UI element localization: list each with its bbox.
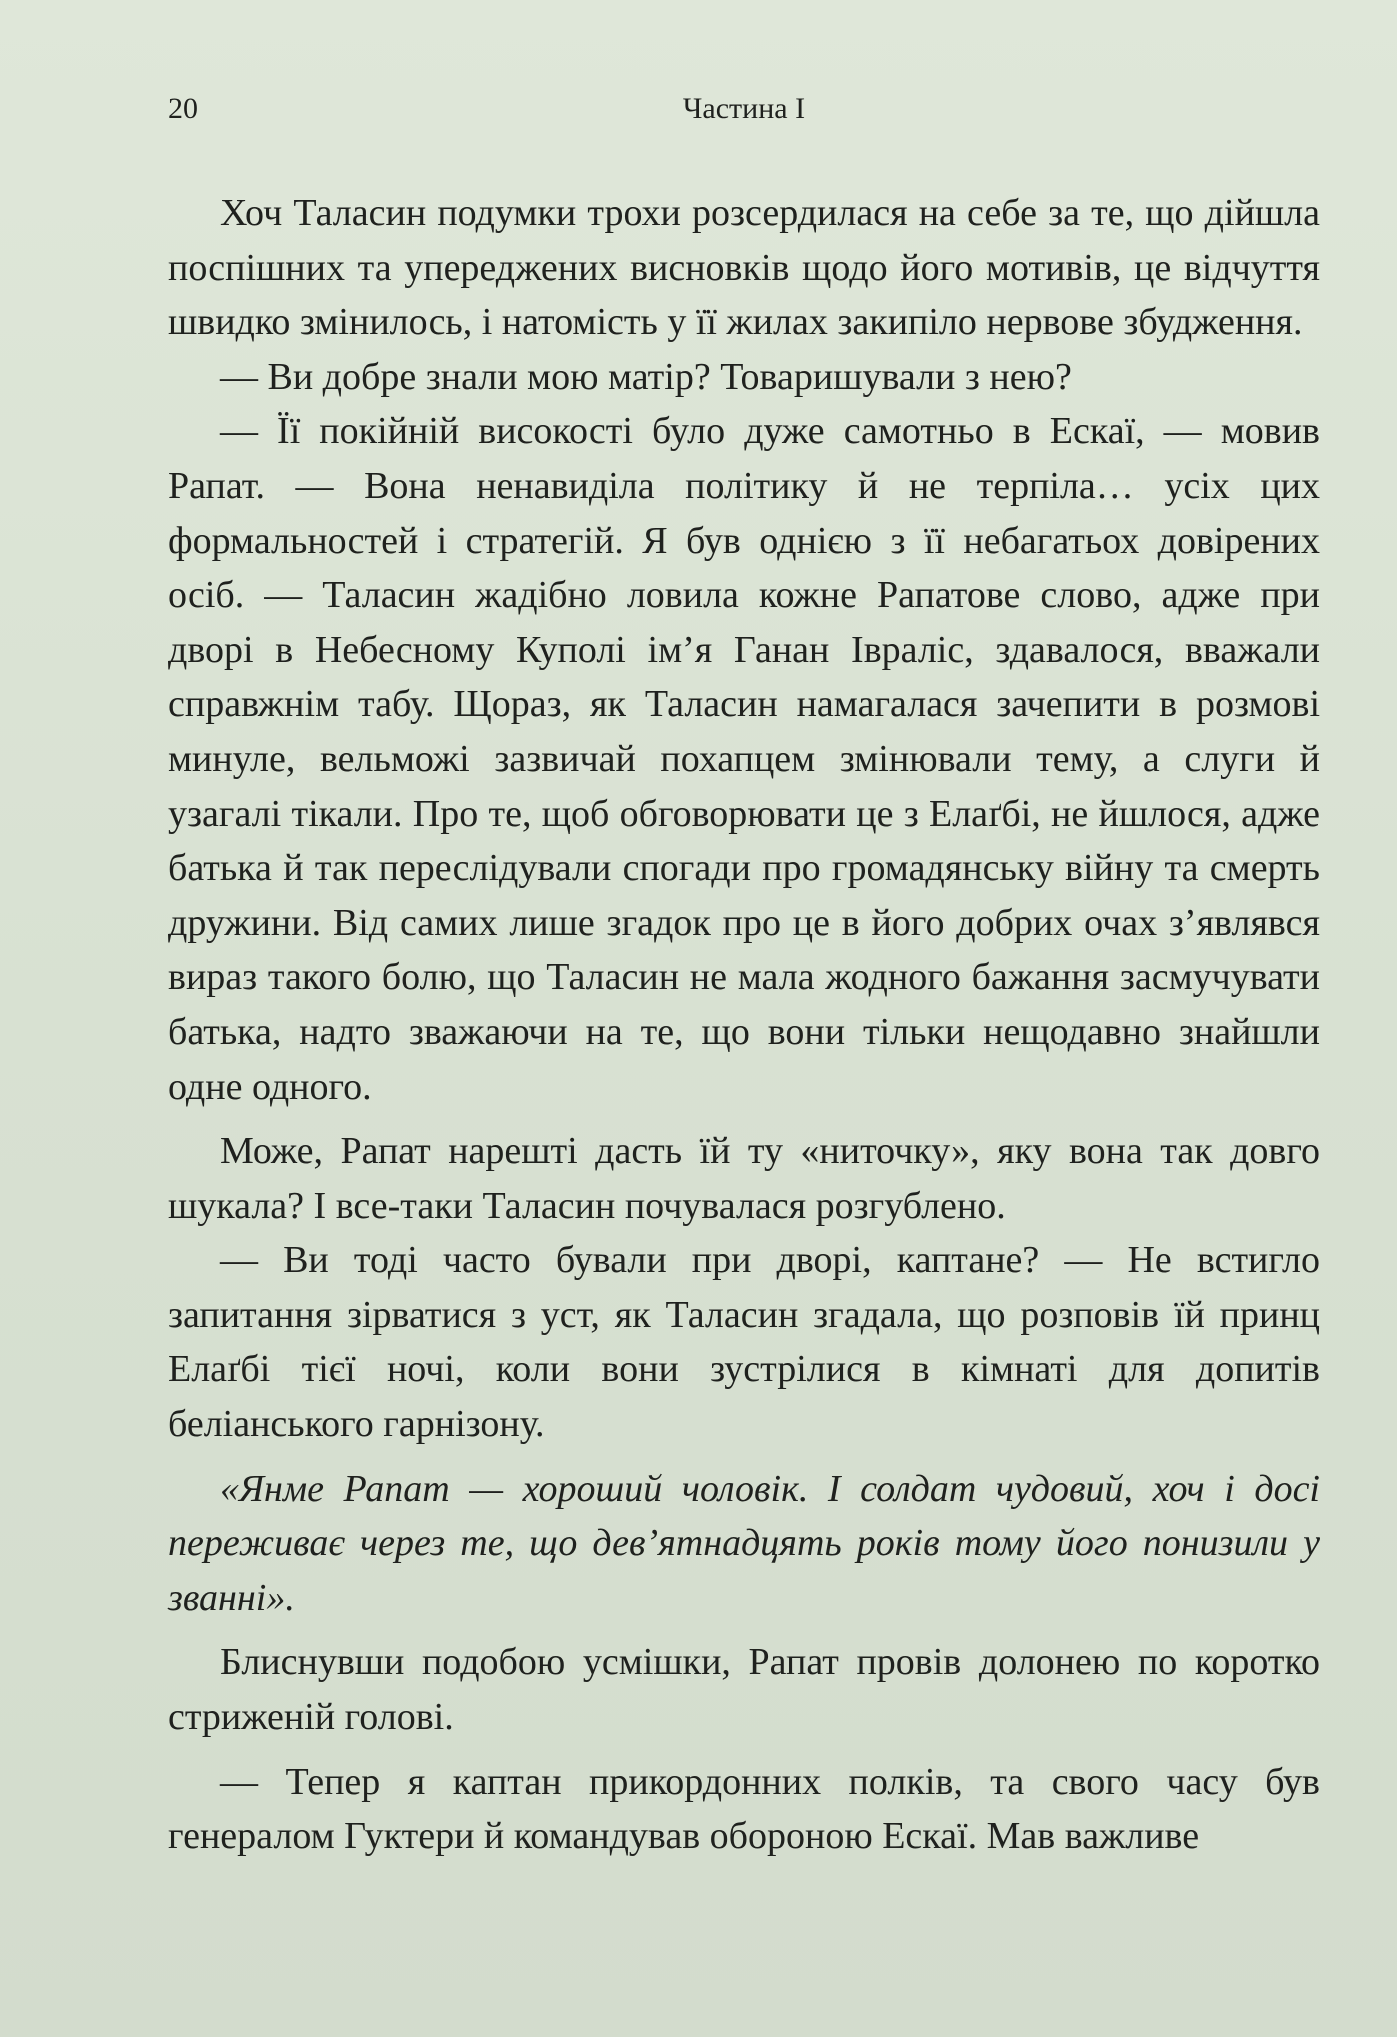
body-text <box>168 186 1320 1864</box>
paragraph: Може, Рапат нарешті дасть їй ту «ниточку», яку вона так довго шукала? І все-таки Таласин почувалася розгублено. <box>168 1130 1320 1227</box>
paragraph: — Ви тоді часто бували при дворі, каптане? — Не встигло запитання зірватися з уст, як Таласин згадала, що розповів їй принц Елаґбі тієї ночі, коли вони зустрілися в кімнаті для допитів беліанського гарнізону. <box>168 1239 1320 1446</box>
paragraph: — Тепер я каптан прикордонних полків, та свого часу був генералом Гуктери й командував обороною Ескаї. Мав важливе <box>168 1760 1320 1858</box>
paragraph: — Її покійній високості було дуже самотньо в Ескаї, — мовив Рапат. — Вона ненавиділа політику й не терпіла… усіх цих формальностей і стратегій. Я був однією з її небагатьох довірених осіб. — Таласин жадібно ловила кожне Рапатове слово, адже при дворі в Небесному Куполі ім’я Ганан Івраліс, здавалося, вважали справжнім табу. Щораз, як Таласин намагалася зачепити в розмові минуле, вельможі зазвичай похапцем змінювали тему, а слуги й узагалі тікали. Про те, щоб обговорювати це з Елаґбі, не йшлося, адже батька й так переслідували спогади про громадянську війну та смерть дружини. Від самих лише згадок про це в його добрих очах з’являвся вираз такого болю, що Таласин не мала жодного бажання засмучувати батька, надто зважаючи на те, що вони тільки нещодавно знайшли одне одного. <box>168 410 1320 1108</box>
page-number: 20 <box>168 92 198 125</box>
paragraph: — Ви добре знали мою матір? Товаришували з нею? <box>220 355 1072 398</box>
quoted-paragraph: «Янме Рапат — хороший чоловік. І солдат чудовий, хоч і досі переживає через те, що дев’ятнадцять років тому його понизили у званні». <box>168 1467 1320 1619</box>
running-title: Частина І <box>682 92 806 125</box>
page-header <box>168 92 1320 132</box>
paragraph: Хоч Таласин подумки трохи розсердилася на себе за те, що дійшла поспішних та упереджених висновків щодо його мотивів, це відчуття швидко змінилось, і натомість у її жилах закипіло нервове збудження. <box>168 192 1320 344</box>
paragraph: Блиснувши подобою усмішки, Рапат провів долонею по коротко стриженій голові. <box>168 1641 1320 1739</box>
